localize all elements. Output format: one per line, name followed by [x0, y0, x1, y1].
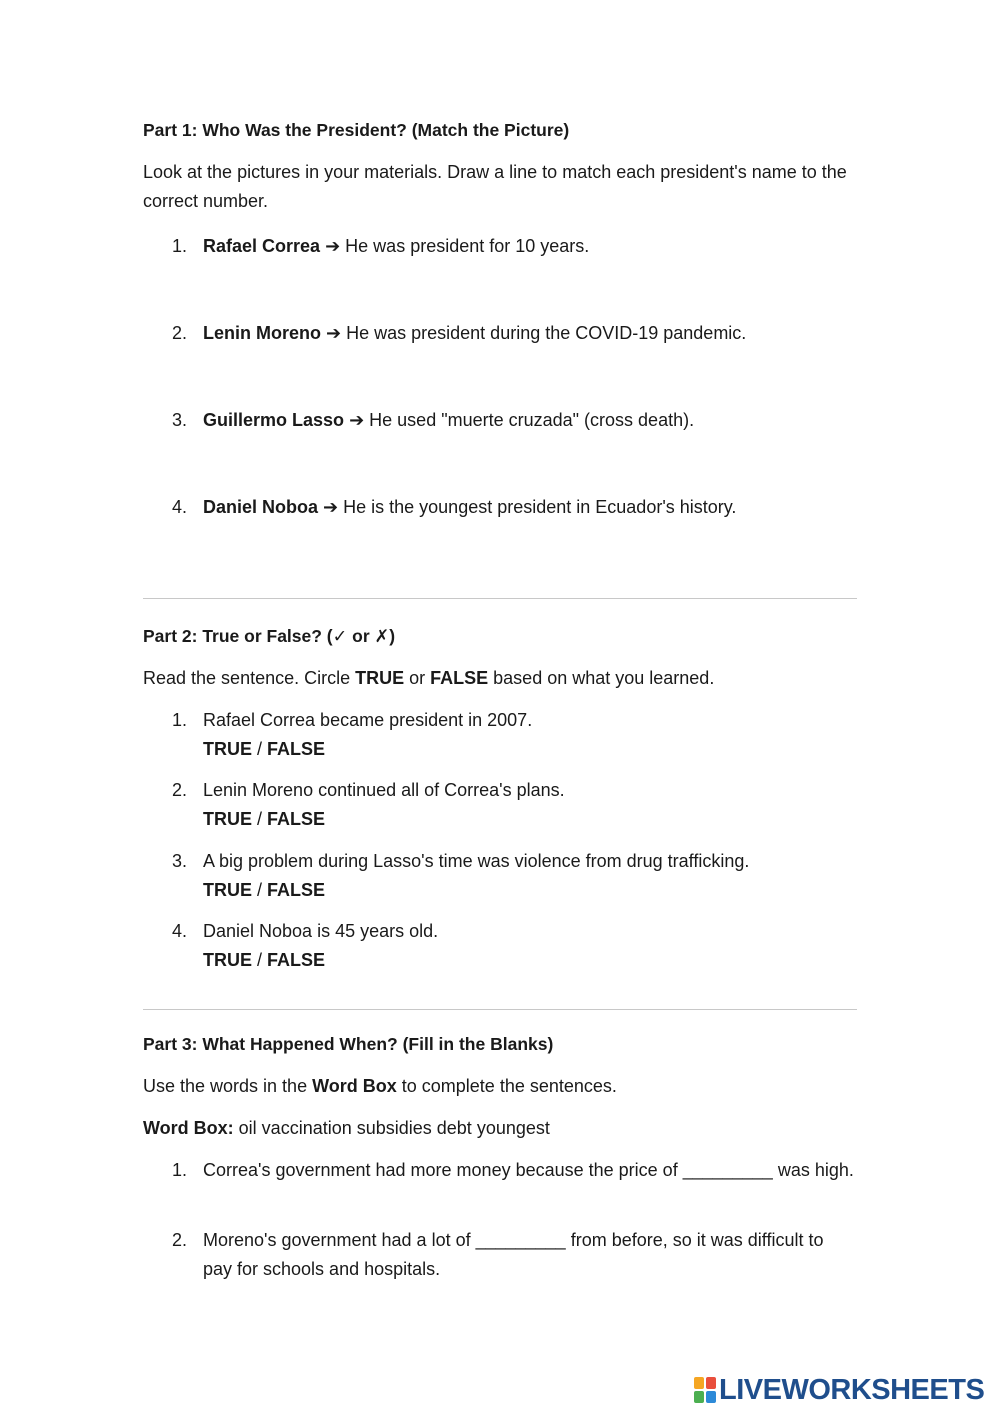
answer-separator: /: [252, 809, 268, 829]
word-box: [143, 1114, 857, 1143]
president-name: Lenin Moreno: [203, 323, 321, 343]
president-fact: He is the youngest president in Ecuador's history.: [338, 497, 737, 517]
liveworksheets-logo: [694, 1373, 984, 1407]
statement: Daniel Noboa is 45 years old.: [203, 921, 439, 941]
word-box-label: Word Box:: [143, 1118, 234, 1138]
item-number: 1.: [172, 710, 188, 730]
part3-title: Part 3: What Happened When? (Fill in the Blanks): [143, 1034, 554, 1054]
part3-instructions: [143, 1072, 857, 1101]
part1-instructions: Look at the pictures in your materials. Draw a line to match each president's name to the correct number.: [143, 162, 847, 211]
item-number: 2.: [172, 780, 188, 800]
instr-false: FALSE: [430, 668, 489, 688]
sentence-start: Correa's government had more money because the price of: [203, 1160, 683, 1180]
section-divider: [143, 598, 857, 599]
fill-blank[interactable]: _________: [475, 1230, 566, 1250]
false-option[interactable]: FALSE: [267, 809, 326, 829]
instr-text: Use the words in the: [143, 1076, 313, 1096]
sentence-end: was high.: [772, 1160, 854, 1180]
instr-text: or: [404, 668, 431, 688]
instr-true: TRUE: [355, 668, 405, 688]
item-number: 4.: [172, 921, 188, 941]
president-name: Guillermo Lasso: [203, 410, 345, 430]
item-number: 1.: [172, 236, 188, 256]
true-option[interactable]: TRUE: [203, 809, 252, 829]
part2-instructions: [143, 664, 857, 693]
statement: A big problem during Lasso's time was violence from drug trafficking.: [203, 851, 750, 871]
statement: Lenin Moreno continued all of Correa's plans.: [203, 780, 565, 800]
answer-separator: /: [252, 880, 268, 900]
part2-title: Part 2: True or False? (✓ or ✗): [143, 626, 396, 646]
arrow-icon: ➔: [349, 410, 365, 430]
arrow-icon: ➔: [325, 236, 341, 256]
president-fact: He was president during the COVID-19 pandemic.: [341, 323, 747, 343]
arrow-icon: ➔: [323, 497, 339, 517]
true-option[interactable]: TRUE: [203, 880, 252, 900]
item-number: 2.: [172, 1230, 188, 1250]
president-name: Rafael Correa: [203, 236, 321, 256]
instr-wordbox: Word Box: [312, 1076, 397, 1096]
true-option[interactable]: TRUE: [203, 950, 252, 970]
statement: Rafael Correa became president in 2007.: [203, 710, 533, 730]
instr-text: based on what you learned.: [488, 668, 715, 688]
section-divider: [143, 1009, 857, 1010]
item-number: 2.: [172, 323, 188, 343]
item-number: 4.: [172, 497, 188, 517]
fill-blank[interactable]: _________: [682, 1160, 773, 1180]
brand-name: LIVEWORKSHEETS: [719, 1373, 985, 1406]
word-box-words: oil vaccination subsidies debt youngest: [233, 1118, 550, 1138]
president-fact: He used "muerte cruzada" (cross death).: [364, 410, 695, 430]
president-name: Daniel Noboa: [203, 497, 319, 517]
logo-icon: [694, 1377, 716, 1403]
instr-text: Read the sentence. Circle: [143, 668, 356, 688]
item-number: 3.: [172, 410, 188, 430]
instr-text: to complete the sentences.: [396, 1076, 617, 1096]
answer-separator: /: [252, 950, 268, 970]
sentence-end: from before, so it was difficult to pay for schools and hospitals.: [203, 1230, 824, 1279]
false-option[interactable]: FALSE: [267, 880, 326, 900]
answer-separator: /: [252, 739, 268, 759]
sentence-start: Moreno's government had a lot of: [203, 1230, 476, 1250]
item-number: 3.: [172, 851, 188, 871]
true-option[interactable]: TRUE: [203, 739, 252, 759]
false-option[interactable]: FALSE: [267, 950, 326, 970]
false-option[interactable]: FALSE: [267, 739, 326, 759]
president-fact: He was president for 10 years.: [340, 236, 590, 256]
item-number: 1.: [172, 1160, 188, 1180]
arrow-icon: ➔: [326, 323, 342, 343]
part1-title: Part 1: Who Was the President? (Match the Picture): [143, 120, 570, 140]
